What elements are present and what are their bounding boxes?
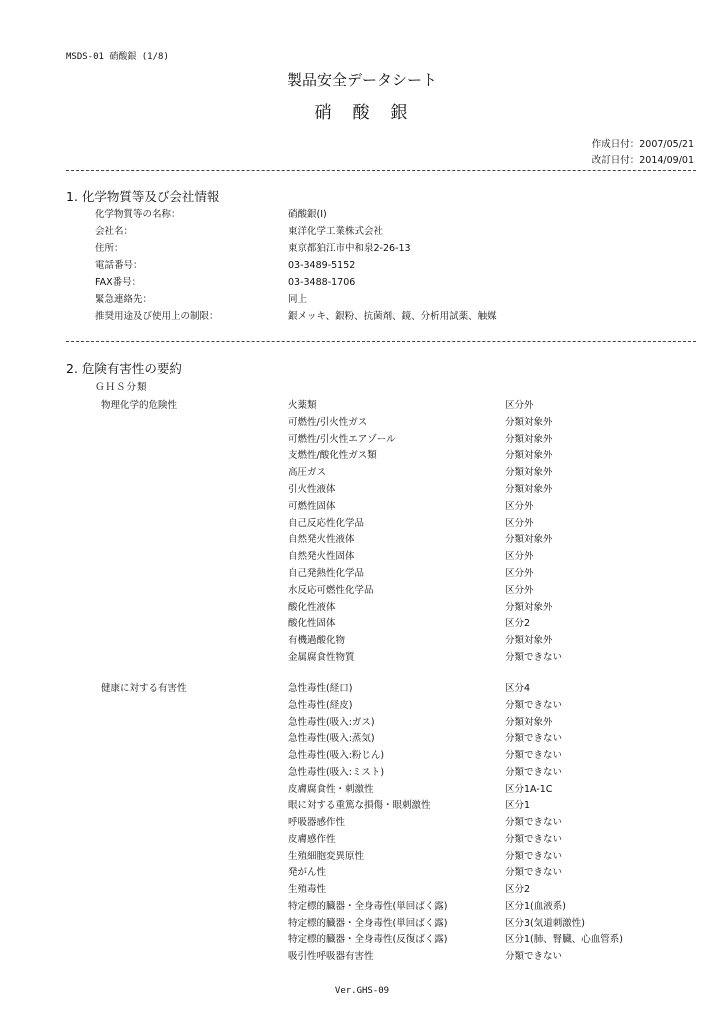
hazard-class: 分類対象外 bbox=[505, 484, 553, 495]
hazard-name: 可燃性/引火性ガス bbox=[288, 416, 368, 428]
hazard-class: 分類できない bbox=[505, 951, 563, 962]
hazard-name: 火薬類 bbox=[288, 400, 317, 411]
hazard-name: 急性毒性(吸入:蒸気) bbox=[288, 733, 375, 745]
hazard-class: 区分4 bbox=[505, 683, 531, 694]
hazard-class: 分類できない bbox=[505, 652, 563, 663]
hazard-name: 急性毒性(経皮) bbox=[288, 699, 353, 711]
hazard-class: 区分3(気道刺激性) bbox=[505, 917, 585, 929]
hazard-class: 分類できない bbox=[505, 766, 563, 778]
revised-date: 改訂日付：2014/09/01 bbox=[591, 155, 694, 166]
hazard-name: 自然発火性固体 bbox=[288, 551, 355, 563]
hazard-name: 支燃性/酸化性ガス類 bbox=[288, 450, 377, 462]
info-label: 化学物質等の名称： bbox=[95, 209, 181, 220]
hazard-class: 分類できない bbox=[505, 833, 563, 845]
info-value: 東京都狛江市中和泉2-26-13 bbox=[288, 243, 411, 254]
hazard-class: 分類対象外 bbox=[505, 635, 553, 647]
hazard-class: 区分1(血液系) bbox=[505, 900, 566, 912]
hazard-class: 分類対象外 bbox=[505, 601, 553, 613]
hazard-class: 区分外 bbox=[505, 500, 534, 512]
document-title: 製品安全データシート bbox=[286, 71, 437, 89]
hazard-class: 区分外 bbox=[505, 400, 534, 411]
info-label: 緊急連絡先： bbox=[95, 294, 153, 305]
hazard-name: 引火性液体 bbox=[288, 484, 336, 495]
info-label: 住所： bbox=[95, 243, 124, 254]
info-value: 硝酸銀(Ⅰ) bbox=[288, 209, 327, 220]
hazard-class: 区分2 bbox=[505, 884, 531, 895]
hazard-class: 区分外 bbox=[505, 551, 534, 563]
hazard-class: 分類対象外 bbox=[505, 433, 553, 445]
hazard-name: 酸化性固体 bbox=[288, 618, 336, 630]
hazard-class: 分類できない bbox=[505, 699, 563, 711]
hazard-name: 特定標的臓器・全身毒性(反復ばく露) bbox=[288, 934, 448, 946]
hazard-name: 自己発熱性化学品 bbox=[288, 568, 365, 579]
hazard-name: 急性毒性(経口) bbox=[288, 683, 353, 694]
hazard-class: 分類できない bbox=[505, 733, 563, 745]
info-value: 銀メッキ、銀粉、抗菌剤、鏡、分析用試薬、触媒 bbox=[288, 311, 497, 322]
hazard-name: 急性毒性(吸入:ミスト) bbox=[288, 766, 385, 778]
info-label: FAX番号： bbox=[95, 277, 142, 288]
substance-name: 硝 酸 銀 bbox=[314, 103, 410, 123]
hazard-name: 皮膚腐食性・刺激性 bbox=[288, 783, 374, 795]
hazard-class: 区分外 bbox=[505, 584, 534, 596]
info-value: 同上 bbox=[288, 294, 308, 305]
hazard-name: 酸化性液体 bbox=[288, 601, 336, 613]
health-hazards-label: 健康に対する有害性 bbox=[101, 683, 187, 694]
hazard-class: 区分外 bbox=[505, 568, 534, 579]
hazard-name: 金属腐食性物質 bbox=[288, 652, 355, 663]
divider bbox=[66, 341, 696, 342]
hazard-name: 可燃性固体 bbox=[288, 500, 336, 512]
hazard-class: 分類できない bbox=[505, 750, 563, 761]
section-2-title: 2. 危険有害性の要約 bbox=[66, 361, 182, 376]
hazard-name: 高圧ガス bbox=[288, 467, 327, 479]
hazard-name: 水反応可燃性化学品 bbox=[288, 584, 374, 596]
info-label: 会社名： bbox=[95, 226, 134, 237]
hazard-name: 特定標的臓器・全身毒性(単回ばく露) bbox=[288, 917, 448, 929]
hazard-class: 区分2 bbox=[505, 618, 531, 630]
hazard-name: 可燃性/引火性エアゾール bbox=[288, 433, 396, 445]
hazard-name: 呼吸器感作性 bbox=[288, 817, 346, 828]
document-reference: MSDS-01 硝酸銀 (1/8) bbox=[66, 52, 169, 62]
hazard-class: 区分1(肺、腎臓、心血管系) bbox=[505, 934, 623, 946]
section-1-title: 1. 化学物質等及び会社情報 bbox=[66, 189, 220, 204]
created-date: 作成日付：2007/05/21 bbox=[591, 139, 694, 150]
hazard-class: 分類対象外 bbox=[505, 450, 553, 462]
hazard-name: 眼に対する重篤な損傷・眼刺激性 bbox=[288, 800, 431, 812]
hazard-name: 吸引性呼吸器有害性 bbox=[288, 951, 374, 962]
hazard-class: 区分1 bbox=[505, 800, 531, 812]
info-label: 電話番号： bbox=[95, 260, 143, 271]
hazard-class: 区分1A-1C bbox=[505, 783, 553, 795]
hazard-name: 有機過酸化物 bbox=[288, 635, 346, 647]
hazard-class: 分類できない bbox=[505, 817, 563, 828]
hazard-class: 区分外 bbox=[505, 517, 534, 529]
info-value: 東洋化学工業株式会社 bbox=[288, 226, 384, 237]
hazard-name: 自然発火性液体 bbox=[288, 534, 355, 546]
hazard-name: 自己反応性化学品 bbox=[288, 517, 365, 529]
info-value: 03-3488-1706 bbox=[288, 277, 356, 288]
hazard-class: 分類対象外 bbox=[505, 716, 553, 728]
info-value: 03-3489-5152 bbox=[288, 260, 356, 271]
hazard-name: 生殖毒性 bbox=[288, 884, 327, 895]
info-label: 推奨用途及び使用上の制限： bbox=[95, 311, 219, 322]
hazard-class: 分類できない bbox=[505, 867, 563, 879]
hazard-class: 分類対象外 bbox=[505, 534, 553, 546]
hazard-class: 分類できない bbox=[505, 850, 563, 862]
hazard-class: 分類対象外 bbox=[505, 467, 553, 479]
hazard-class: 分類対象外 bbox=[505, 416, 553, 428]
hazard-name: 発がん性 bbox=[288, 867, 327, 879]
physical-hazards-label: 物理化学的危険性 bbox=[101, 400, 178, 411]
hazard-name: 生殖細胞変異原性 bbox=[288, 850, 365, 862]
hazard-name: 皮膚感作性 bbox=[288, 833, 336, 845]
ghs-classification-heading: ＧＨＳ分類 bbox=[95, 382, 148, 393]
version-footer: Ver.GHS-09 bbox=[334, 986, 390, 996]
hazard-name: 急性毒性(吸入:粉じん) bbox=[288, 750, 385, 761]
hazard-name: 特定標的臓器・全身毒性(単回ばく露) bbox=[288, 900, 448, 912]
divider bbox=[66, 170, 696, 171]
hazard-name: 急性毒性(吸入:ガス) bbox=[288, 716, 375, 728]
